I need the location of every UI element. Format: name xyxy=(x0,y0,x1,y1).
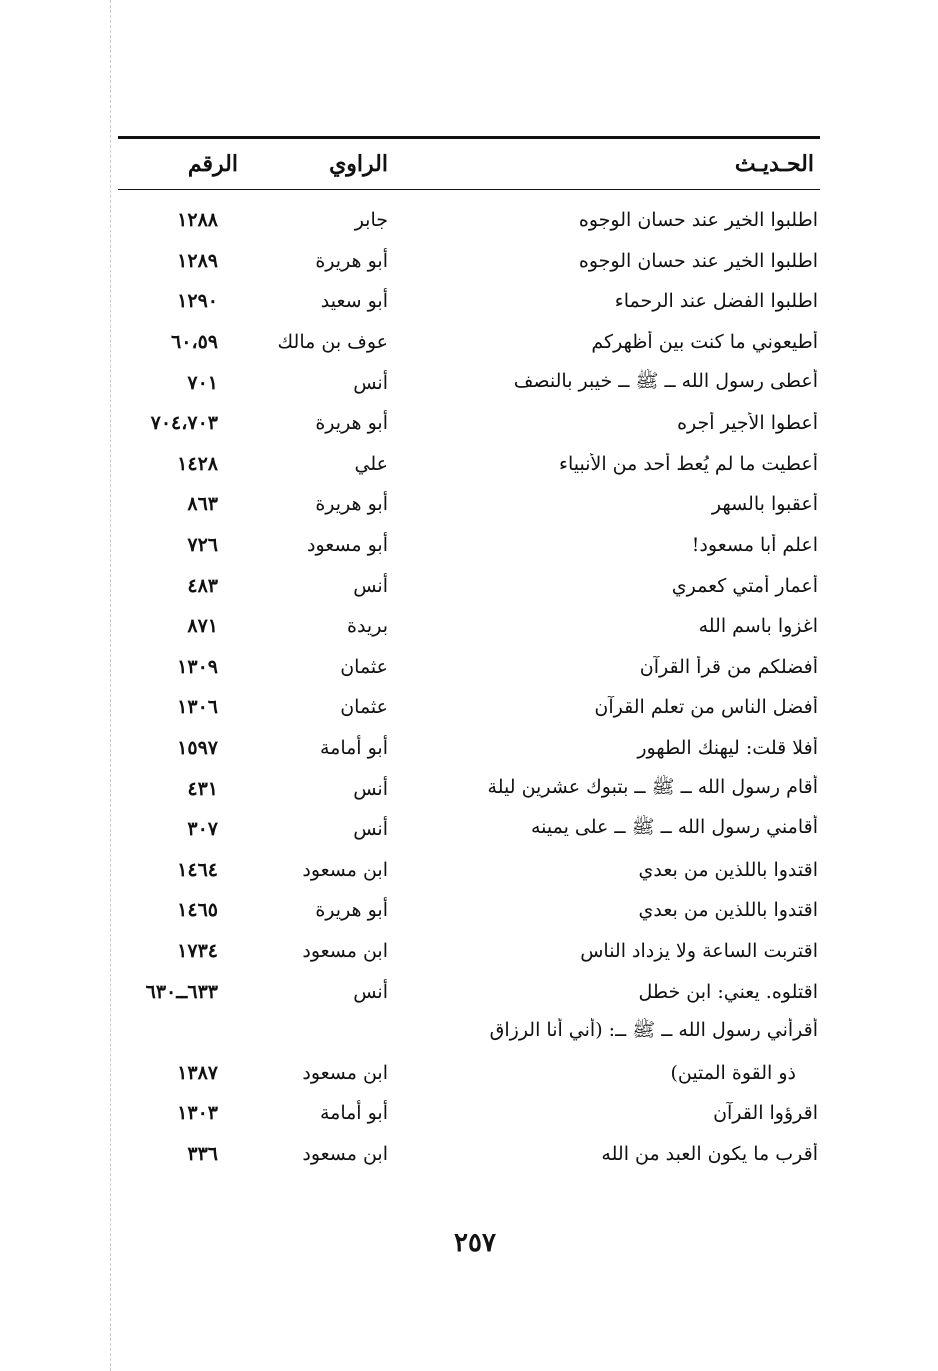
rawi-name: أبو هريرة xyxy=(315,412,388,435)
table-row xyxy=(118,687,820,728)
table-row xyxy=(118,200,820,241)
hadith-number: ٨٦٣ xyxy=(187,493,218,516)
hadith-number: ٧٠١ xyxy=(187,371,218,394)
binding-margin-line xyxy=(110,0,111,1371)
hadith-number: ٣٣٦ xyxy=(187,1142,218,1165)
rawi-name: علي xyxy=(354,452,388,475)
table-row xyxy=(118,606,820,647)
hadith-text: اقتدوا باللذين من بعدي xyxy=(638,899,818,922)
table-row xyxy=(118,241,820,282)
rawi-name: أبو أمامة xyxy=(319,737,388,760)
hadith-number: ٦٣٣ــ٦٣٠ xyxy=(145,980,218,1003)
header-number: الرقم xyxy=(187,151,238,177)
table-row xyxy=(118,850,820,891)
hadith-text: اقتربت الساعة ولا يزداد الناس xyxy=(580,939,818,962)
rawi-name: أبو سعيد xyxy=(320,290,388,313)
table-row xyxy=(118,647,820,688)
hadith-text: أقامني رسول الله ــ ﷺ ــ على يمينه xyxy=(530,816,818,839)
hadith-number: ٤٣١ xyxy=(187,777,218,800)
table-row xyxy=(118,1052,820,1093)
header-hadith: الحـديـث xyxy=(734,151,814,177)
hadith-number: ١٧٣٤ xyxy=(177,939,218,962)
table-row xyxy=(118,971,820,1012)
hadith-number: ١٥٩٧ xyxy=(177,737,218,760)
table-row xyxy=(118,1012,820,1053)
hadith-text: أعقبوا بالسهر xyxy=(711,493,818,516)
table-row xyxy=(118,362,820,403)
rawi-name: ابن مسعود xyxy=(302,1061,388,1084)
table-row xyxy=(118,1093,820,1134)
hadith-number: ١٣٠٩ xyxy=(177,655,218,678)
hadith-text: أطيعوني ما كنت بين أظهركم xyxy=(591,331,818,354)
hadith-text: اقتدوا باللذين من بعدي xyxy=(638,858,818,881)
rawi-name: أبو هريرة xyxy=(315,899,388,922)
table-header xyxy=(118,139,820,189)
hadith-number: ١٢٨٩ xyxy=(177,249,218,272)
rawi-name: عوف بن مالك xyxy=(277,331,388,354)
rawi-name: أنس xyxy=(353,818,388,841)
table-body xyxy=(118,200,820,1174)
hadith-text: اطلبوا الفضل عند الرحماء xyxy=(614,290,818,313)
hadith-number: ١٤٦٥ xyxy=(177,899,218,922)
rawi-name: أنس xyxy=(353,574,388,597)
hadith-text: أقام رسول الله ــ ﷺ ــ بتبوك عشرين ليلة xyxy=(487,775,818,798)
hadith-text: أعمار أمتي كعمري xyxy=(671,574,818,597)
hadith-number: ١٤٦٤ xyxy=(177,858,218,881)
rawi-name: عثمان xyxy=(340,696,388,719)
table-row xyxy=(118,809,820,850)
hadith-text: أعطى رسول الله ــ ﷺ ــ خيبر بالنصف xyxy=(513,369,818,392)
hadith-number: ١٣٠٦ xyxy=(177,696,218,719)
rawi-name: أنس xyxy=(353,980,388,1003)
hadith-number: ٧٢٦ xyxy=(187,534,218,557)
hadith-text: أعطوا الأجير أجره xyxy=(677,412,818,435)
hadith-text: أعطيت ما لم يُعط أحد من الأنبياء xyxy=(559,452,818,475)
hadith-number: ١٢٩٠ xyxy=(177,290,218,313)
table-row xyxy=(118,728,820,769)
hadith-text: اغزوا باسم الله xyxy=(698,615,818,638)
table-row xyxy=(118,281,820,322)
table-row xyxy=(118,931,820,972)
table-row xyxy=(118,322,820,363)
hadith-text: اقتلوه. يعني: ابن خطل xyxy=(638,980,818,1003)
hadith-text: اعلم أبا مسعود! xyxy=(691,534,818,557)
rawi-name: أبو أمامة xyxy=(319,1102,388,1125)
hadith-text: أفضلكم من قرأ القرآن xyxy=(639,655,818,678)
rawi-name: ابن مسعود xyxy=(302,858,388,881)
rawi-name: أنس xyxy=(353,777,388,800)
hadith-text: اطلبوا الخير عند حسان الوجوه xyxy=(578,249,818,272)
rawi-name: بريدة xyxy=(347,615,388,638)
hadith-number: ٨٧١ xyxy=(187,615,218,638)
hadith-number: ٤٨٣ xyxy=(187,574,218,597)
hadith-number: ١٢٨٨ xyxy=(177,209,218,232)
rawi-name: جابر xyxy=(354,209,388,232)
rawi-name: ابن مسعود xyxy=(302,1142,388,1165)
hadith-text: أفضل الناس من تعلم القرآن xyxy=(594,696,818,719)
page-number: ٢٥٧ xyxy=(454,1228,496,1258)
table-header-rule xyxy=(118,189,820,190)
table-row xyxy=(118,525,820,566)
rawi-name: أنس xyxy=(353,371,388,394)
rawi-name: أبو مسعود xyxy=(307,534,388,557)
rawi-name: أبو هريرة xyxy=(315,249,388,272)
table-row xyxy=(118,890,820,931)
hadith-number: ٦٠،٥٩ xyxy=(171,331,218,354)
table-row xyxy=(118,444,820,485)
hadith-text: أقرأني رسول الله ــ ﷺ ــ: (أني أنا الرزاق xyxy=(489,1019,818,1042)
hadith-number: ٧٠٤،٧٠٣ xyxy=(150,412,218,435)
table-row xyxy=(118,768,820,809)
hadith-index-table xyxy=(118,136,820,1174)
table-row xyxy=(118,565,820,606)
rawi-name: عثمان xyxy=(340,655,388,678)
rawi-name: أبو هريرة xyxy=(315,493,388,516)
hadith-text: اقرؤوا القرآن xyxy=(713,1102,818,1125)
hadith-number: ١٤٢٨ xyxy=(177,452,218,475)
table-row xyxy=(118,1134,820,1175)
hadith-text: ذو القوة المتين) xyxy=(670,1061,796,1084)
rawi-name: ابن مسعود xyxy=(302,939,388,962)
hadith-number: ٣٠٧ xyxy=(187,818,218,841)
table-row xyxy=(118,484,820,525)
hadith-text: أفلا قلت: ليهنك الطهور xyxy=(637,737,818,760)
hadith-text: اطلبوا الخير عند حسان الوجوه xyxy=(578,209,818,232)
table-row xyxy=(118,403,820,444)
hadith-number: ١٣٠٣ xyxy=(177,1102,218,1125)
hadith-number: ١٣٨٧ xyxy=(177,1061,218,1084)
header-rawi: الراوي xyxy=(329,151,388,177)
hadith-text: أقرب ما يكون العبد من الله xyxy=(601,1142,818,1165)
